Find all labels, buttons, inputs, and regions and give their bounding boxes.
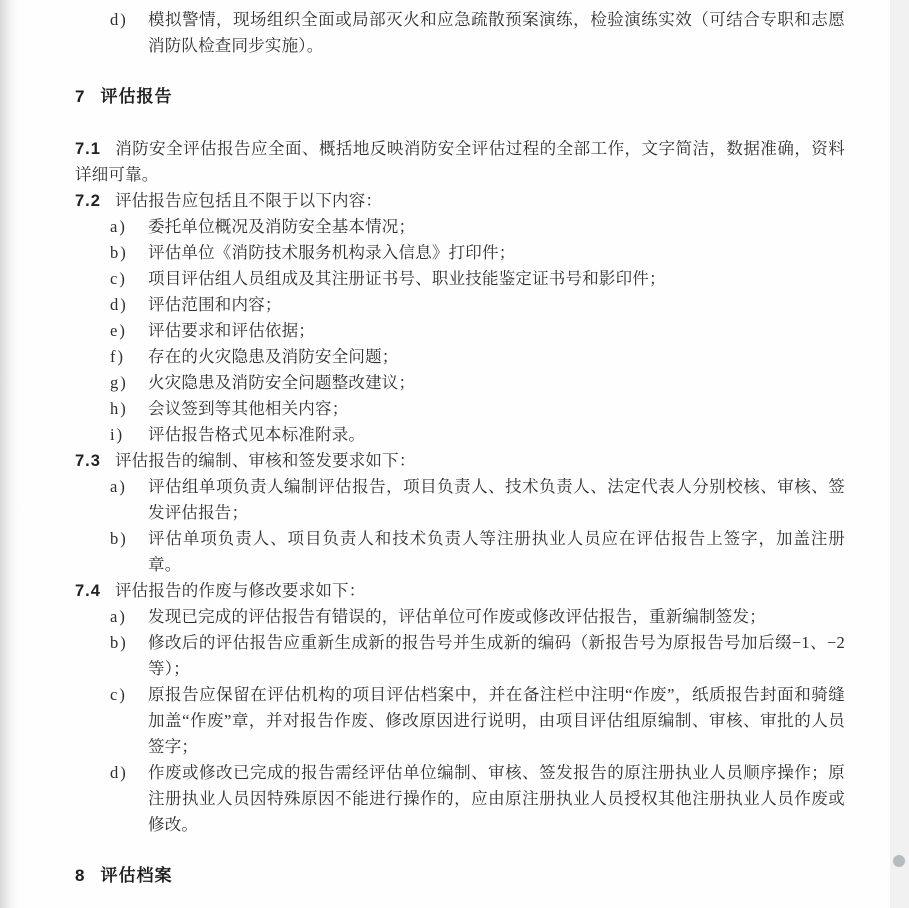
section-heading-8 [75,863,845,889]
clause-number: 7.3 [75,452,101,470]
list-item [75,682,845,760]
section-title: 评估档案 [100,866,173,885]
list-item [75,604,845,630]
scroll-gutter [890,0,909,908]
clause-number: 7.1 [75,140,101,158]
list-item [75,214,845,240]
section-title: 评估报告 [100,87,173,106]
item-label: d) [110,10,128,29]
item-label: i) [110,425,125,444]
list-item [75,422,845,448]
item-label: e) [110,321,127,340]
item-text: 原报告应保留在评估机构的项目评估档案中，并在备注栏中注明“作废”，纸质报告封面和骑缝加盖“作废”章，并对报告作废、修改原因进行说明，由项目评估组原编制、审核、审批的人员签字； [148,685,845,756]
list-item [75,370,845,396]
item-label: b) [110,633,128,652]
item-text: 评估单项负责人、项目负责人和技术负责人等注册执业人员应在评估报告上签字，加盖注册章。 [148,529,845,574]
item-label: h) [110,399,128,418]
list-item [75,240,845,266]
section-number: 7 [75,87,86,106]
clause-text: 消防安全评估报告应全面、概括地反映消防安全评估过程的全部工作，文字简洁，数据准确，资料详细可靠。 [75,139,845,184]
scrollbar-thumb[interactable] [893,855,905,867]
list-item [75,526,845,578]
clause-7-4 [75,578,845,604]
item-label: a) [110,607,127,626]
clause-text: 评估报告的作废与修改要求如下： [114,581,366,600]
item-text: 修改后的评估报告应重新生成新的报告号并生成新的编码（新报告号为原报告号加后缀−1、−2 等）； [148,633,845,678]
list-item [75,474,845,526]
item-label: f) [110,347,125,366]
item-text: 火灾隐患及消防安全问题整改建议； [148,373,416,392]
item-text: 项目评估组人员组成及其注册证书号、职业技能鉴定证书号和影印件； [148,269,666,288]
item-label: d) [110,763,128,782]
list-item [75,396,845,422]
item-text: 委托单位概况及消防安全基本情况； [148,217,416,236]
clause-text: 评估报告应包括且不限于以下内容： [114,191,383,210]
list-item [75,7,845,59]
item-label: a) [110,477,127,496]
list-item [75,760,845,838]
item-text: 评估要求和评估依据； [148,321,315,340]
item-text: 存在的火灾隐患及消防安全问题； [148,347,399,366]
list-item [75,292,845,318]
item-text: 作废或修改已完成的报告需经评估单位编制、审核、签发报告的原注册执业人员顺序操作；原注册执业人员因特殊原因不能进行操作的，应由原注册执业人员授权其他注册执业人员作废或修改。 [148,763,845,834]
item-text: 评估报告格式见本标准附录。 [148,425,366,444]
clause-7-1 [75,136,845,188]
item-text: 评估组单项负责人编制评估报告，项目负责人、技术负责人、法定代表人分别校核、审核、签发评估报告； [148,477,845,522]
item-label: g) [110,373,128,392]
list-item [75,630,845,682]
item-label: b) [110,243,128,262]
list-item [75,318,845,344]
item-text: 评估单位《消防技术服务机构录入信息》打印件； [148,243,516,262]
clause-7-3 [75,448,845,474]
clause-text: 评估报告的编制、审核和签发要求如下： [114,451,416,470]
section-number: 8 [75,866,86,885]
clause-number: 7.2 [75,192,101,210]
item-label: b) [110,529,128,548]
item-label: c) [110,269,127,288]
item-text: 发现已完成的评估报告有错误的，评估单位可作废或修改评估报告，重新编制签发； [148,607,766,626]
item-label: a) [110,217,127,236]
item-text: 模拟警情，现场组织全面或局部灭火和应急疏散预案演练，检验演练实效（可结合专职和志愿消防队检查同步实施）。 [148,10,845,55]
item-text: 评估范围和内容； [148,295,282,314]
item-label: c) [110,685,127,704]
item-label: d) [110,295,128,314]
list-item [75,266,845,292]
section-heading-7 [75,84,845,110]
clause-number: 7.4 [75,582,101,600]
clause-7-2 [75,188,845,214]
list-item [75,344,845,370]
item-text: 会议签到等其他相关内容； [148,399,349,418]
